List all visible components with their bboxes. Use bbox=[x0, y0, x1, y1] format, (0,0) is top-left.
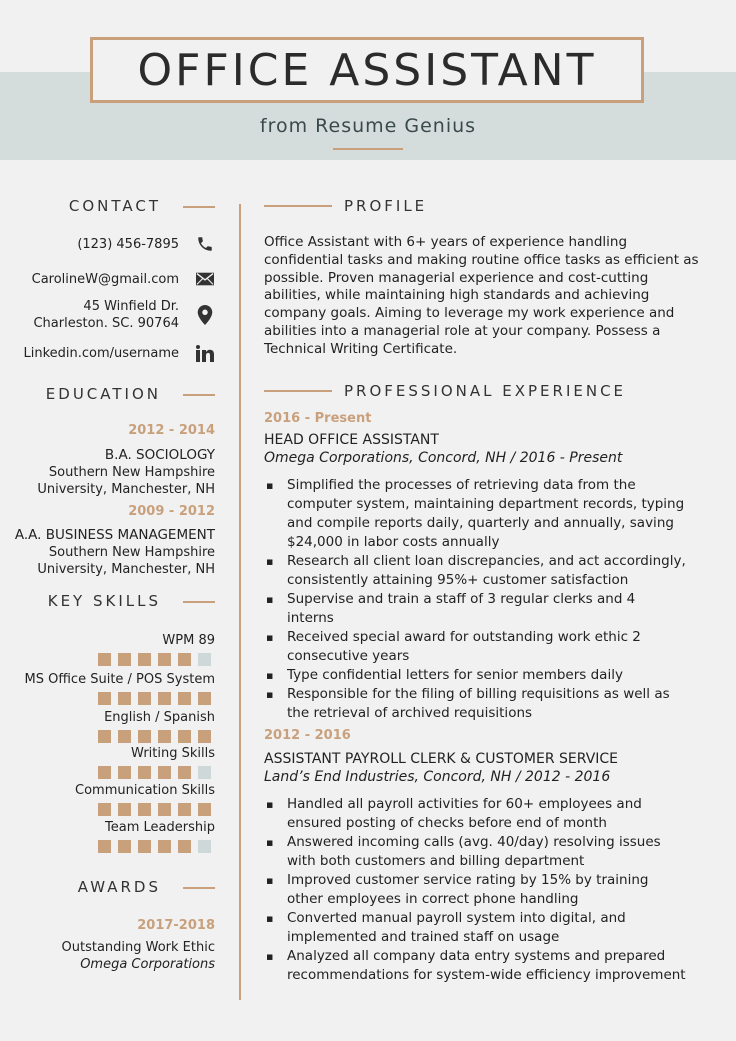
bullet-marker: ▪ bbox=[266, 688, 274, 701]
rating-dot-filled bbox=[138, 803, 151, 816]
heading-rule bbox=[264, 390, 332, 392]
profile-line: abilities into a managerial role at your company. Possess a bbox=[264, 322, 661, 339]
rating-dot-filled bbox=[98, 730, 111, 743]
rating-dot-filled bbox=[178, 730, 191, 743]
skill-label: MS Office Suite / POS System bbox=[24, 672, 215, 687]
job-title: HEAD OFFICE ASSISTANT bbox=[264, 432, 439, 448]
skill-label: English / Spanish bbox=[104, 710, 215, 725]
job-bullet bbox=[264, 795, 712, 833]
rating-dot-filled bbox=[118, 730, 131, 743]
heading-rule bbox=[183, 206, 215, 208]
skill-rating bbox=[98, 803, 218, 816]
heading-rule bbox=[183, 601, 215, 603]
rating-dot-filled bbox=[178, 803, 191, 816]
skill-rating bbox=[98, 653, 218, 666]
bullet-line: Responsible for the filing of billing requisitions as well as bbox=[287, 686, 670, 702]
rating-dot-filled bbox=[158, 840, 171, 853]
title-box bbox=[90, 37, 644, 103]
rating-dot-filled bbox=[158, 692, 171, 705]
email-text: CarolineW@gmail.com bbox=[31, 271, 179, 287]
skills-heading bbox=[0, 592, 215, 610]
education-heading-text: EDUCATION bbox=[45, 385, 161, 403]
job-bullet bbox=[264, 666, 712, 685]
job-bullet bbox=[264, 628, 712, 666]
education-degree: A.A. BUSINESS MANAGEMENT bbox=[14, 527, 215, 543]
job-company: Land’s End Industries, Concord, NH / 2012 - 2016 bbox=[264, 769, 611, 785]
bullet-line: recommendations for system-wide efficiency improvement bbox=[287, 967, 686, 983]
award-dates: 2017-2018 bbox=[137, 918, 215, 933]
job-bullet bbox=[264, 909, 712, 947]
rating-dot-filled bbox=[158, 766, 171, 779]
education-school: University, Manchester, NH bbox=[37, 562, 215, 577]
bullet-line: Simplified the processes of retrieving data from the bbox=[287, 477, 636, 493]
job-bullet bbox=[264, 871, 712, 909]
bullet-line: Research all client loan discrepancies, and act accordingly, bbox=[287, 553, 686, 569]
heading-rule bbox=[183, 887, 215, 889]
contact-heading-text: CONTACT bbox=[68, 197, 161, 215]
job-bullet bbox=[264, 685, 712, 723]
page-title: OFFICE ASSISTANT bbox=[137, 44, 597, 96]
education-dates: 2009 - 2012 bbox=[128, 504, 215, 519]
education-item bbox=[0, 503, 215, 578]
skill-label: Team Leadership bbox=[105, 820, 215, 835]
rating-dot-filled bbox=[118, 692, 131, 705]
education-dates: 2012 - 2014 bbox=[128, 423, 215, 438]
bullet-line: other employees in correct phone handling bbox=[287, 891, 579, 907]
education-school: Southern New Hampshire bbox=[48, 465, 215, 480]
bullet-marker: ▪ bbox=[266, 555, 274, 568]
phone-icon bbox=[195, 234, 215, 254]
rating-dot-filled bbox=[178, 692, 191, 705]
heading-rule bbox=[183, 394, 215, 396]
bullet-line: ensured posting of checks before end of month bbox=[287, 815, 607, 831]
rating-dot-empty bbox=[198, 766, 211, 779]
rating-dot-filled bbox=[158, 653, 171, 666]
rating-dot-filled bbox=[118, 803, 131, 816]
profile-summary bbox=[264, 234, 709, 359]
skill-rating bbox=[98, 692, 218, 705]
column-divider bbox=[239, 204, 241, 1000]
job-bullet bbox=[264, 833, 712, 871]
bullet-line: implemented and trained staff on usage bbox=[287, 929, 560, 945]
bullet-marker: ▪ bbox=[266, 874, 274, 887]
skill-rating bbox=[98, 730, 218, 743]
rating-dot-filled bbox=[138, 653, 151, 666]
contact-phone bbox=[0, 234, 215, 254]
profile-line: possible. Proven managerial experience and cost-cutting bbox=[264, 269, 649, 286]
contact-address bbox=[0, 298, 215, 332]
rating-dot-filled bbox=[198, 803, 211, 816]
education-school: University, Manchester, NH bbox=[37, 482, 215, 497]
profile-line: abilities, while maintaining high standards and achieving bbox=[264, 287, 650, 304]
rating-dot-filled bbox=[138, 766, 151, 779]
awards-heading bbox=[0, 878, 215, 896]
location-icon bbox=[195, 305, 215, 325]
rating-dot-filled bbox=[178, 840, 191, 853]
education-item bbox=[0, 422, 215, 498]
linkedin-text: Linkedin.com/username bbox=[23, 345, 179, 361]
bullet-marker: ▪ bbox=[266, 669, 274, 682]
education-heading bbox=[0, 385, 215, 403]
rating-dot-filled bbox=[158, 730, 171, 743]
job-bullets bbox=[264, 476, 712, 723]
bullet-line: computer system, maintaining department records, typing bbox=[287, 496, 685, 512]
skill-label: Writing Skills bbox=[131, 746, 215, 761]
bullet-line: Converted manual payroll system into digital, and bbox=[287, 910, 626, 926]
job-bullet bbox=[264, 476, 712, 552]
profile-heading-text: PROFILE bbox=[344, 197, 428, 215]
bullet-line: Handled all payroll activities for 60+ employees and bbox=[287, 796, 642, 812]
bullet-line: interns bbox=[287, 610, 334, 626]
job-title: ASSISTANT PAYROLL CLERK & CUSTOMER SERVICE bbox=[264, 751, 619, 767]
bullet-line: the retrieval of archived requisitions bbox=[287, 705, 533, 721]
rating-dot-filled bbox=[98, 653, 111, 666]
bullet-line: consecutive years bbox=[287, 648, 410, 664]
bullet-line: Received special award for outstanding work ethic 2 bbox=[287, 629, 641, 645]
experience-heading-text: PROFESSIONAL EXPERIENCE bbox=[344, 382, 627, 400]
bullet-line: Answered incoming calls (avg. 40/day) resolving issues bbox=[287, 834, 661, 850]
bullet-line: Improved customer service rating by 15% by training bbox=[287, 872, 649, 888]
contact-heading bbox=[0, 197, 215, 215]
bullet-line: Supervise and train a staff of 3 regular clerks and 4 bbox=[287, 591, 636, 607]
contact-email bbox=[0, 269, 215, 289]
award-name: Outstanding Work Ethic bbox=[61, 940, 215, 955]
job-bullet bbox=[264, 552, 712, 590]
address-text bbox=[33, 298, 179, 332]
rating-dot-filled bbox=[178, 653, 191, 666]
education-degree: B.A. SOCIOLOGY bbox=[104, 447, 215, 463]
rating-dot-filled bbox=[98, 766, 111, 779]
job-bullet bbox=[264, 590, 712, 628]
job-bullets bbox=[264, 795, 712, 985]
job-dates: 2016 - Present bbox=[264, 411, 372, 426]
skill-rating bbox=[98, 840, 218, 853]
skill-label: Communication Skills bbox=[75, 783, 215, 798]
job-dates: 2012 - 2016 bbox=[264, 728, 351, 743]
rating-dot-filled bbox=[118, 840, 131, 853]
rating-dot-filled bbox=[118, 766, 131, 779]
rating-dot-filled bbox=[198, 692, 211, 705]
bullet-line: Analyzed all company data entry systems and prepared bbox=[287, 948, 666, 964]
rating-dot-filled bbox=[98, 840, 111, 853]
bullet-line: $24,000 in labor costs annually bbox=[287, 534, 500, 550]
heading-rule bbox=[264, 205, 332, 207]
subtitle-divider bbox=[333, 148, 403, 150]
bullet-marker: ▪ bbox=[266, 836, 274, 849]
awards-heading-text: AWARDS bbox=[77, 878, 161, 896]
award-item bbox=[0, 917, 215, 973]
email-icon bbox=[195, 269, 215, 289]
rating-dot-filled bbox=[118, 653, 131, 666]
rating-dot-empty bbox=[198, 840, 211, 853]
profile-line: company goals. Aiming to leverage my work experience and bbox=[264, 305, 675, 322]
rating-dot-filled bbox=[98, 803, 111, 816]
award-org: Omega Corporations bbox=[80, 957, 215, 972]
rating-dot-empty bbox=[198, 653, 211, 666]
bullet-line: Type confidential letters for senior members daily bbox=[287, 667, 623, 683]
rating-dot-filled bbox=[138, 840, 151, 853]
bullet-marker: ▪ bbox=[266, 950, 274, 963]
education-school: Southern New Hampshire bbox=[48, 545, 215, 560]
profile-line: Technical Writing Certificate. bbox=[264, 340, 458, 357]
rating-dot-filled bbox=[158, 803, 171, 816]
skill-label: WPM 89 bbox=[162, 633, 215, 648]
skill-rating bbox=[98, 766, 218, 779]
rating-dot-filled bbox=[198, 730, 211, 743]
bullet-marker: ▪ bbox=[266, 631, 274, 644]
job-company: Omega Corporations, Concord, NH / 2016 - Present bbox=[264, 450, 623, 466]
bullet-marker: ▪ bbox=[266, 798, 274, 811]
profile-heading bbox=[264, 197, 427, 215]
phone-text: (123) 456-7895 bbox=[77, 236, 179, 252]
bullet-marker: ▪ bbox=[266, 593, 274, 606]
subtitle: from Resume Genius bbox=[259, 115, 477, 137]
bullet-line: consistently attaining 95%+ customer satisfaction bbox=[287, 572, 629, 588]
bullet-marker: ▪ bbox=[266, 479, 274, 492]
address-line-1: 45 Winfield Dr. bbox=[83, 299, 179, 314]
contact-linkedin bbox=[0, 343, 215, 363]
profile-line: confidential tasks and making routine office tasks as efficient as bbox=[264, 251, 699, 268]
rating-dot-filled bbox=[138, 692, 151, 705]
address-line-2: Charleston. SC. 90764 bbox=[33, 316, 179, 331]
skills-heading-text: KEY SKILLS bbox=[47, 592, 161, 610]
rating-dot-filled bbox=[138, 730, 151, 743]
profile-line: Office Assistant with 6+ years of experience handling bbox=[264, 234, 628, 250]
bullet-marker: ▪ bbox=[266, 912, 274, 925]
linkedin-icon bbox=[195, 343, 215, 363]
experience-heading bbox=[264, 382, 626, 400]
rating-dot-filled bbox=[178, 766, 191, 779]
rating-dot-filled bbox=[98, 692, 111, 705]
bullet-line: with both customers and billing department bbox=[287, 853, 585, 869]
bullet-line: and compile reports daily, quarterly and annually, saving bbox=[287, 515, 674, 531]
job-bullet bbox=[264, 947, 712, 985]
